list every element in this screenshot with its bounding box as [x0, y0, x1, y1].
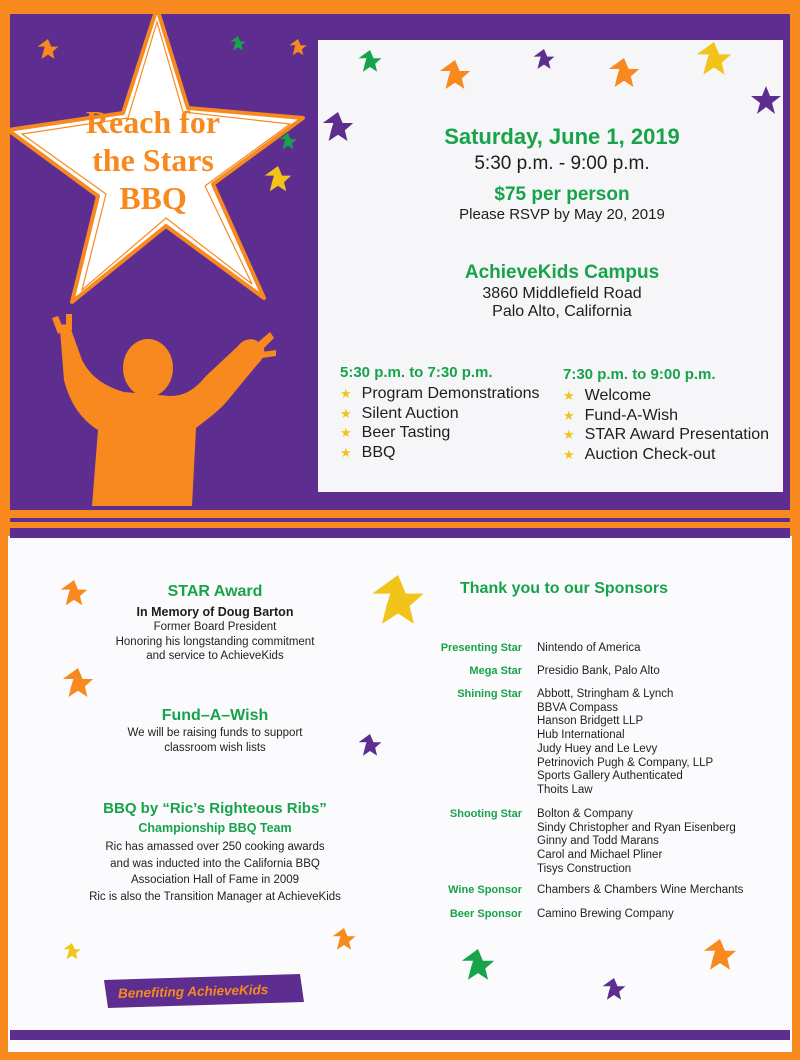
- sponsor-name: Thoits Law: [537, 783, 593, 796]
- sponsor-tier-label: Beer Sponsor: [449, 908, 522, 920]
- star-icon: [359, 734, 382, 756]
- text-line: Honoring his longstanding commitment: [115, 635, 315, 648]
- star-icon: [609, 58, 639, 87]
- star-icon: [697, 42, 731, 75]
- fund-a-wish-title: Fund–A–Wish: [161, 707, 269, 724]
- star-icon: [230, 36, 245, 50]
- star-icon: [359, 50, 382, 72]
- star-icon: [333, 928, 356, 950]
- event-address-line1: 3860 Middlefield Road: [482, 285, 642, 302]
- star-bullet-icon: ★: [340, 444, 352, 460]
- schedule-block-2: [563, 366, 783, 464]
- sponsor-name: Abbott, Stringham & Lynch: [537, 688, 674, 700]
- fund-a-wish-text: [90, 726, 340, 755]
- event-time: 5:30 p.m. - 9:00 p.m.: [474, 153, 650, 174]
- bbq-text: [70, 839, 360, 905]
- star-icon: [61, 580, 88, 605]
- sponsor-name: Hanson Bridgett LLP: [537, 715, 644, 728]
- sponsor-name: Ginny and Todd Marans: [537, 835, 659, 848]
- star-bullet-icon: ★: [340, 405, 352, 421]
- event-price: $75 per person: [494, 184, 630, 205]
- star-icon: [279, 133, 296, 149]
- star-icon: [289, 39, 306, 55]
- star-icon: [704, 939, 736, 970]
- star-bullet-icon: ★: [340, 386, 352, 401]
- sponsor-names: [537, 884, 743, 898]
- star-award-text: [90, 620, 340, 664]
- schedule-heading: 5:30 p.m. to 7:30 p.m.: [340, 364, 493, 381]
- sponsor-name: Sindy Christopher and Ryan Eisenberg: [537, 821, 736, 834]
- star-icon: [748, 84, 788, 120]
- schedule-item: ★ Welcome: [563, 387, 652, 404]
- sponsor-tier-label: Presenting Star: [440, 642, 522, 654]
- hero-title-line: BBQ: [119, 180, 187, 216]
- sponsor-name: Chambers & Chambers Wine Merchants: [537, 884, 744, 896]
- bbq-title: BBQ by “Ric’s Righteous Ribs”: [103, 800, 327, 817]
- schedule-item: ★ Beer Tasting: [340, 424, 451, 441]
- text-line: Former Board President: [153, 621, 277, 633]
- bbq-subtitle: Championship BBQ Team: [138, 821, 292, 835]
- sponsor-name: Presidio Bank, Palo Alto: [537, 665, 660, 677]
- sponsor-names: [537, 688, 713, 798]
- star-award-title: STAR Award: [167, 583, 263, 600]
- star-bullet-icon: ★: [563, 427, 575, 442]
- event-address-line2: Palo Alto, California: [492, 303, 632, 320]
- sponsor-tier-label: Shooting Star: [449, 808, 522, 820]
- star-icon: [265, 166, 292, 191]
- event-rsvp: Please RSVP by May 20, 2019: [459, 206, 665, 223]
- star-icon: [63, 943, 80, 959]
- text-line: classroom wish lists: [164, 741, 266, 754]
- hero-title-line: the Stars: [92, 142, 214, 178]
- sponsor-tier-label: Shining Star: [457, 688, 522, 700]
- sponsor-name: Nintendo of America: [537, 642, 641, 654]
- star-icon: [323, 112, 353, 141]
- text-line: and was inducted into the California BBQ: [110, 857, 320, 870]
- star-bullet-icon: ★: [563, 446, 575, 462]
- schedule-item: ★ Silent Auction: [340, 404, 459, 422]
- sponsor-names: [537, 665, 660, 679]
- star-award-subtitle: In Memory of Doug Barton: [136, 605, 294, 619]
- star-icon: [38, 39, 59, 59]
- star-icon: [462, 949, 494, 980]
- sponsor-name: Judy Huey and Le Levy: [537, 742, 658, 755]
- star-icon: [603, 978, 626, 1000]
- star-icon: [372, 575, 423, 624]
- sponsor-name: Camino Brewing Company: [537, 908, 674, 920]
- star-bullet-icon: ★: [563, 407, 575, 423]
- schedule-item: ★ Program Demonstrations: [340, 385, 540, 402]
- star-bullet-icon: ★: [563, 388, 575, 403]
- sponsor-names: [537, 808, 736, 877]
- text-line: Association Hall of Fame in 2009: [130, 874, 300, 886]
- sponsor-name: Petrinovich Pugh & Company, LLP: [537, 756, 714, 769]
- star-icon: [63, 668, 93, 697]
- schedule-item: ★ Auction Check-out: [563, 445, 716, 463]
- sponsor-name: Bolton & Company: [537, 808, 633, 820]
- banner-text: Benefiting AchieveKids: [117, 982, 269, 1001]
- sponsor-name: Hub International: [537, 729, 625, 742]
- star-icon: [534, 49, 555, 69]
- text-line: We will be raising funds to support: [127, 727, 303, 739]
- text-line: Ric has amassed over 250 cooking awards: [105, 841, 325, 853]
- sponsor-name: Carol and Michael Pliner: [537, 849, 663, 862]
- event-date: Saturday, June 1, 2019: [444, 124, 680, 149]
- sponsor-tier-label: Mega Star: [469, 665, 522, 677]
- schedule-heading: 7:30 p.m. to 9:00 p.m.: [563, 366, 716, 383]
- schedule-item: ★ STAR Award Presentation: [563, 426, 770, 443]
- sponsor-names: [537, 642, 641, 656]
- sponsor-name: Tisys Construction: [537, 862, 632, 875]
- text-line: and service to AchieveKids: [146, 650, 284, 662]
- text-line: Ric is also the Transition Manager at AchieveKids: [89, 890, 341, 903]
- schedule-block-1: [340, 364, 555, 462]
- star-icon: [440, 60, 470, 89]
- hero-title-line: Reach for: [85, 104, 221, 140]
- sponsor-name: Sports Gallery Authenticated: [537, 770, 683, 783]
- event-venue: AchieveKids Campus: [464, 262, 660, 283]
- star-bullet-icon: ★: [340, 425, 352, 440]
- sponsor-names: [537, 908, 674, 922]
- sponsors-heading: Thank you to our Sponsors: [460, 580, 669, 597]
- sponsor-tier-label: Wine Sponsor: [448, 884, 522, 896]
- schedule-item: ★ BBQ: [340, 443, 396, 461]
- sponsor-name: BBVA Compass: [537, 701, 618, 714]
- schedule-item: ★ Fund-A-Wish: [563, 406, 679, 424]
